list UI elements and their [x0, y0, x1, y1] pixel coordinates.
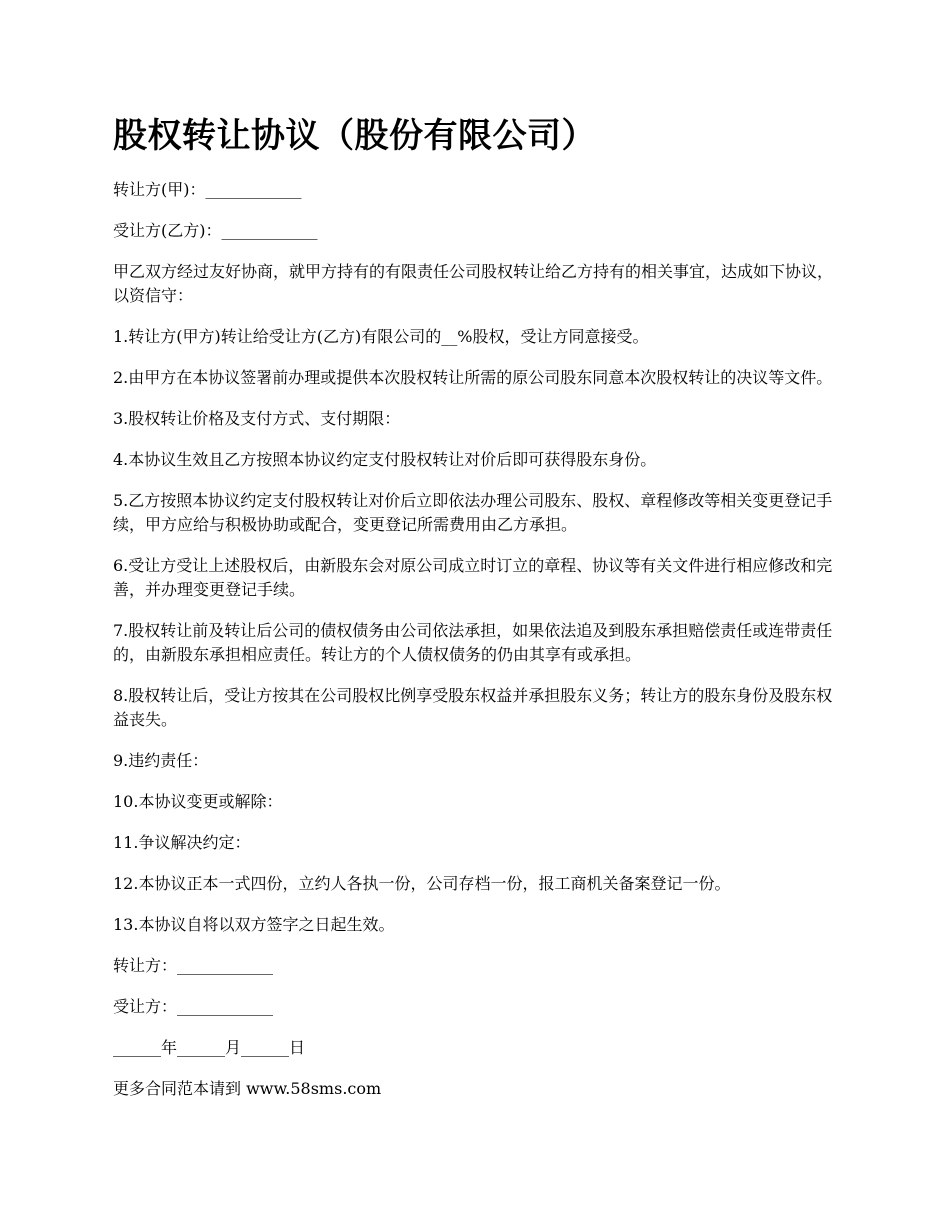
document-page: [113, 112, 840, 1118]
clause-2: 2.由甲方在本协议签署前办理或提供本次股权转让所需的原公司股东同意本次股权转让的决议等文件。: [113, 368, 833, 387]
preamble-paragraph: 甲乙双方经过友好协商，就甲方持有的有限责任公司股权转让给乙方持有的相关事宜，达成如下协议，以资信守：: [113, 262, 834, 305]
clause-9: 9.违约责任：: [113, 751, 209, 770]
clause-5: 5.乙方按照本协议约定支付股权转让对价后立即依法办理公司股东、股权、章程修改等相关变更登记手续，甲方应给与积极协助或配合，变更登记所需费用由乙方承担。: [113, 491, 833, 534]
transferee-line: 受让方(乙方)：____________: [113, 221, 318, 240]
clause-12: 12.本协议正本一式四份，立约人各执一份，公司存档一份，报工商机关备案登记一份。: [113, 874, 731, 893]
clause-10: 10.本协议变更或解除：: [113, 792, 283, 811]
clause-13: 13.本协议自将以双方签字之日起生效。: [113, 915, 395, 934]
signature-transferee: 受让方：____________: [113, 997, 274, 1016]
document-title: 股权转让协议（股份有限公司）: [113, 116, 596, 156]
clause-3: 3.股权转让价格及支付方式、支付期限：: [113, 409, 401, 428]
clause-8: 8.股权转让后，受让方按其在公司股权比例享受股东权益并承担股东义务；转让方的股东身份及股东权益丧失。: [113, 686, 833, 729]
clause-6: 6.受让方受让上述股权后，由新股东会对原公司成立时订立的章程、协议等有关文件进行相应修改和完善，并办理变更登记手续。: [113, 556, 833, 599]
signature-transferor: 转让方：____________: [113, 956, 274, 975]
footer-note: 更多合同范本请到 www.58sms.com: [113, 1079, 382, 1098]
clause-4: 4.本协议生效且乙方按照本协议约定支付股权转让对价后即可获得股东身份。: [113, 450, 657, 469]
signature-date: ______年______月______日: [113, 1038, 306, 1057]
clause-11: 11.争议解决约定：: [113, 833, 251, 852]
transferor-line: 转让方(甲)：____________: [113, 180, 302, 199]
clause-1: 1.转让方(甲方)转让给受让方(乙方)有限公司的__%股权，受让方同意接受。: [113, 327, 649, 346]
clause-7: 7.股权转让前及转让后公司的债权债务由公司依法承担，如果依法追及到股东承担赔偿责任或连带责任的，由新股东承担相应责任。转让方的个人债权债务的仍由其享有或承担。: [113, 621, 833, 664]
